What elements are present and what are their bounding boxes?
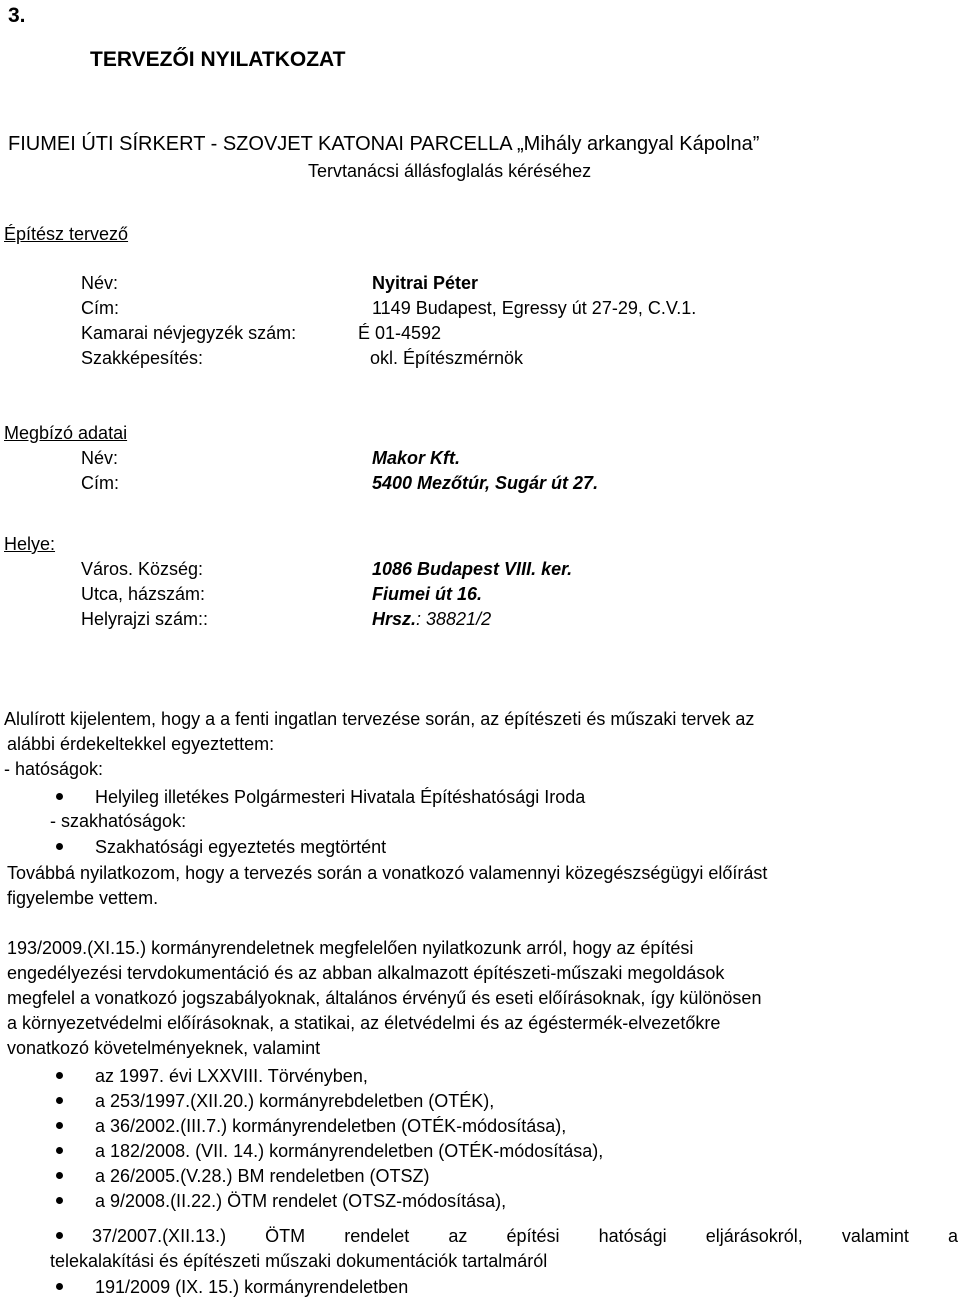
authorities-label: - hatóságok:	[4, 759, 104, 779]
parcel-number: : 38821/2	[416, 609, 492, 629]
architect-chamber-value: É 01-4592	[358, 323, 442, 343]
architect-name-label: Név:	[81, 273, 119, 293]
regulation-line-2: engedélyezési tervdokumentáció és az abban alkalmazott építészeti-műszaki megoldások	[7, 963, 725, 983]
location-parcel-label: Helyrajzi szám::	[81, 609, 209, 629]
location-street-value: Fiumei út 16.	[372, 584, 483, 604]
list-item: a 26/2005.(V.28.) BM rendeletben (OTSZ)	[95, 1166, 430, 1186]
further-line-2: figyelembe vettem.	[7, 888, 159, 908]
page-number: 3.	[8, 4, 26, 27]
client-address-label: Cím:	[81, 473, 119, 493]
authorities-item: Helyileg illetékes Polgármesteri Hivatala Építéshatósági Iroda	[95, 787, 586, 807]
architect-address-label: Cím:	[81, 298, 119, 318]
location-parcel-value	[372, 608, 491, 630]
architect-qualification-value: okl. Építészmérnök	[370, 348, 524, 368]
project-title: FIUMEI ÚTI SÍRKERT - SZOVJET KATONAI PARCELLA „Mihály arkangyal Kápolna”	[8, 133, 760, 155]
special-authorities-item: Szakhatósági egyeztetés megtörtént	[95, 837, 387, 857]
architect-qualification-label: Szakképesítés:	[81, 348, 204, 368]
architect-chamber-label: Kamarai névjegyzék szám:	[81, 323, 297, 343]
bullet-icon	[56, 793, 63, 800]
location-heading: Helye:	[4, 534, 56, 554]
client-address-value: 5400 Mezőtúr, Sugár út 27.	[372, 473, 599, 493]
client-name-value: Makor Kft.	[372, 448, 461, 468]
regulation-line-1: 193/2009.(XI.15.) kormányrendeletnek megfelelően nyilatkozunk arról, hogy az építési	[7, 938, 694, 958]
location-street-label: Utca, házszám:	[81, 584, 206, 604]
regulation-line-5: vonatkozó követelményeknek, valamint	[7, 1038, 321, 1058]
architect-heading: Építész tervező	[4, 224, 129, 244]
document-title: TERVEZŐI NYILATKOZAT	[90, 48, 346, 71]
declaration-line-1: Alulírott kijelentem, hogy a a fenti ingatlan tervezése során, az építészeti és műszaki tervek az	[4, 709, 755, 729]
parcel-prefix: Hrsz.	[372, 609, 417, 629]
client-name-label: Név:	[81, 448, 119, 468]
declaration-line-2: alábbi érdekeltekkel egyeztettem:	[7, 734, 275, 754]
list-item: a 253/1997.(XII.20.) kormányrebdeletben (OTÉK),	[95, 1091, 495, 1111]
list-item: 37/2007.(XII.13.) ÖTM rendelet az építési hatósági eljárásokról, valamint a	[92, 1226, 958, 1246]
location-city-value: 1086 Budapest VIII. ker.	[372, 559, 573, 579]
list-item: a 182/2008. (VII. 14.) kormányrendeletben (OTÉK-módosítása),	[95, 1141, 604, 1161]
bullet-icon	[56, 1283, 63, 1290]
list-item: a 36/2002.(III.7.) kormányrendeletben (OTÉK-módosítása),	[95, 1116, 567, 1136]
special-authorities-label: - szakhatóságok:	[50, 811, 187, 831]
regulation-line-3: megfelel a vonatkozó jogszabályoknak, általános érvényű és eseti előírásoknak, így különösen	[7, 988, 762, 1008]
bullet-icon	[56, 1232, 63, 1239]
list-item-continuation: telekalakítási és építészeti műszaki dokumentációk tartalmáról	[50, 1251, 548, 1271]
bullet-icon	[56, 1147, 63, 1154]
bullet-icon	[56, 1072, 63, 1079]
architect-address-value: 1149 Budapest, Egressy út 27-29, C.V.1.	[372, 298, 697, 318]
bullet-icon	[56, 1197, 63, 1204]
list-item: 191/2009 (IX. 15.) kormányrendeletben	[95, 1277, 409, 1297]
regulation-line-4: a környezetvédelmi előírásoknak, a statikai, az életvédelmi és az égéstermék-elvezetőkre	[7, 1013, 721, 1033]
location-city-label: Város. Község:	[81, 559, 204, 579]
bullet-icon	[56, 1122, 63, 1129]
bullet-icon	[56, 1172, 63, 1179]
bullet-icon	[56, 1097, 63, 1104]
further-line-1: Továbbá nyilatkozom, hogy a tervezés során a vonatkozó valamennyi közegészségügyi előírást	[7, 863, 768, 883]
client-heading: Megbízó adatai	[4, 423, 128, 443]
architect-name-value: Nyitrai Péter	[372, 273, 479, 293]
list-item: a 9/2008.(II.22.) ÖTM rendelet (OTSZ-módosítása),	[95, 1191, 507, 1211]
bullet-icon	[56, 843, 63, 850]
project-subtitle: Tervtanácsi állásfoglalás kéréséhez	[308, 161, 592, 181]
list-item: az 1997. évi LXXVIII. Törvényben,	[95, 1066, 368, 1086]
